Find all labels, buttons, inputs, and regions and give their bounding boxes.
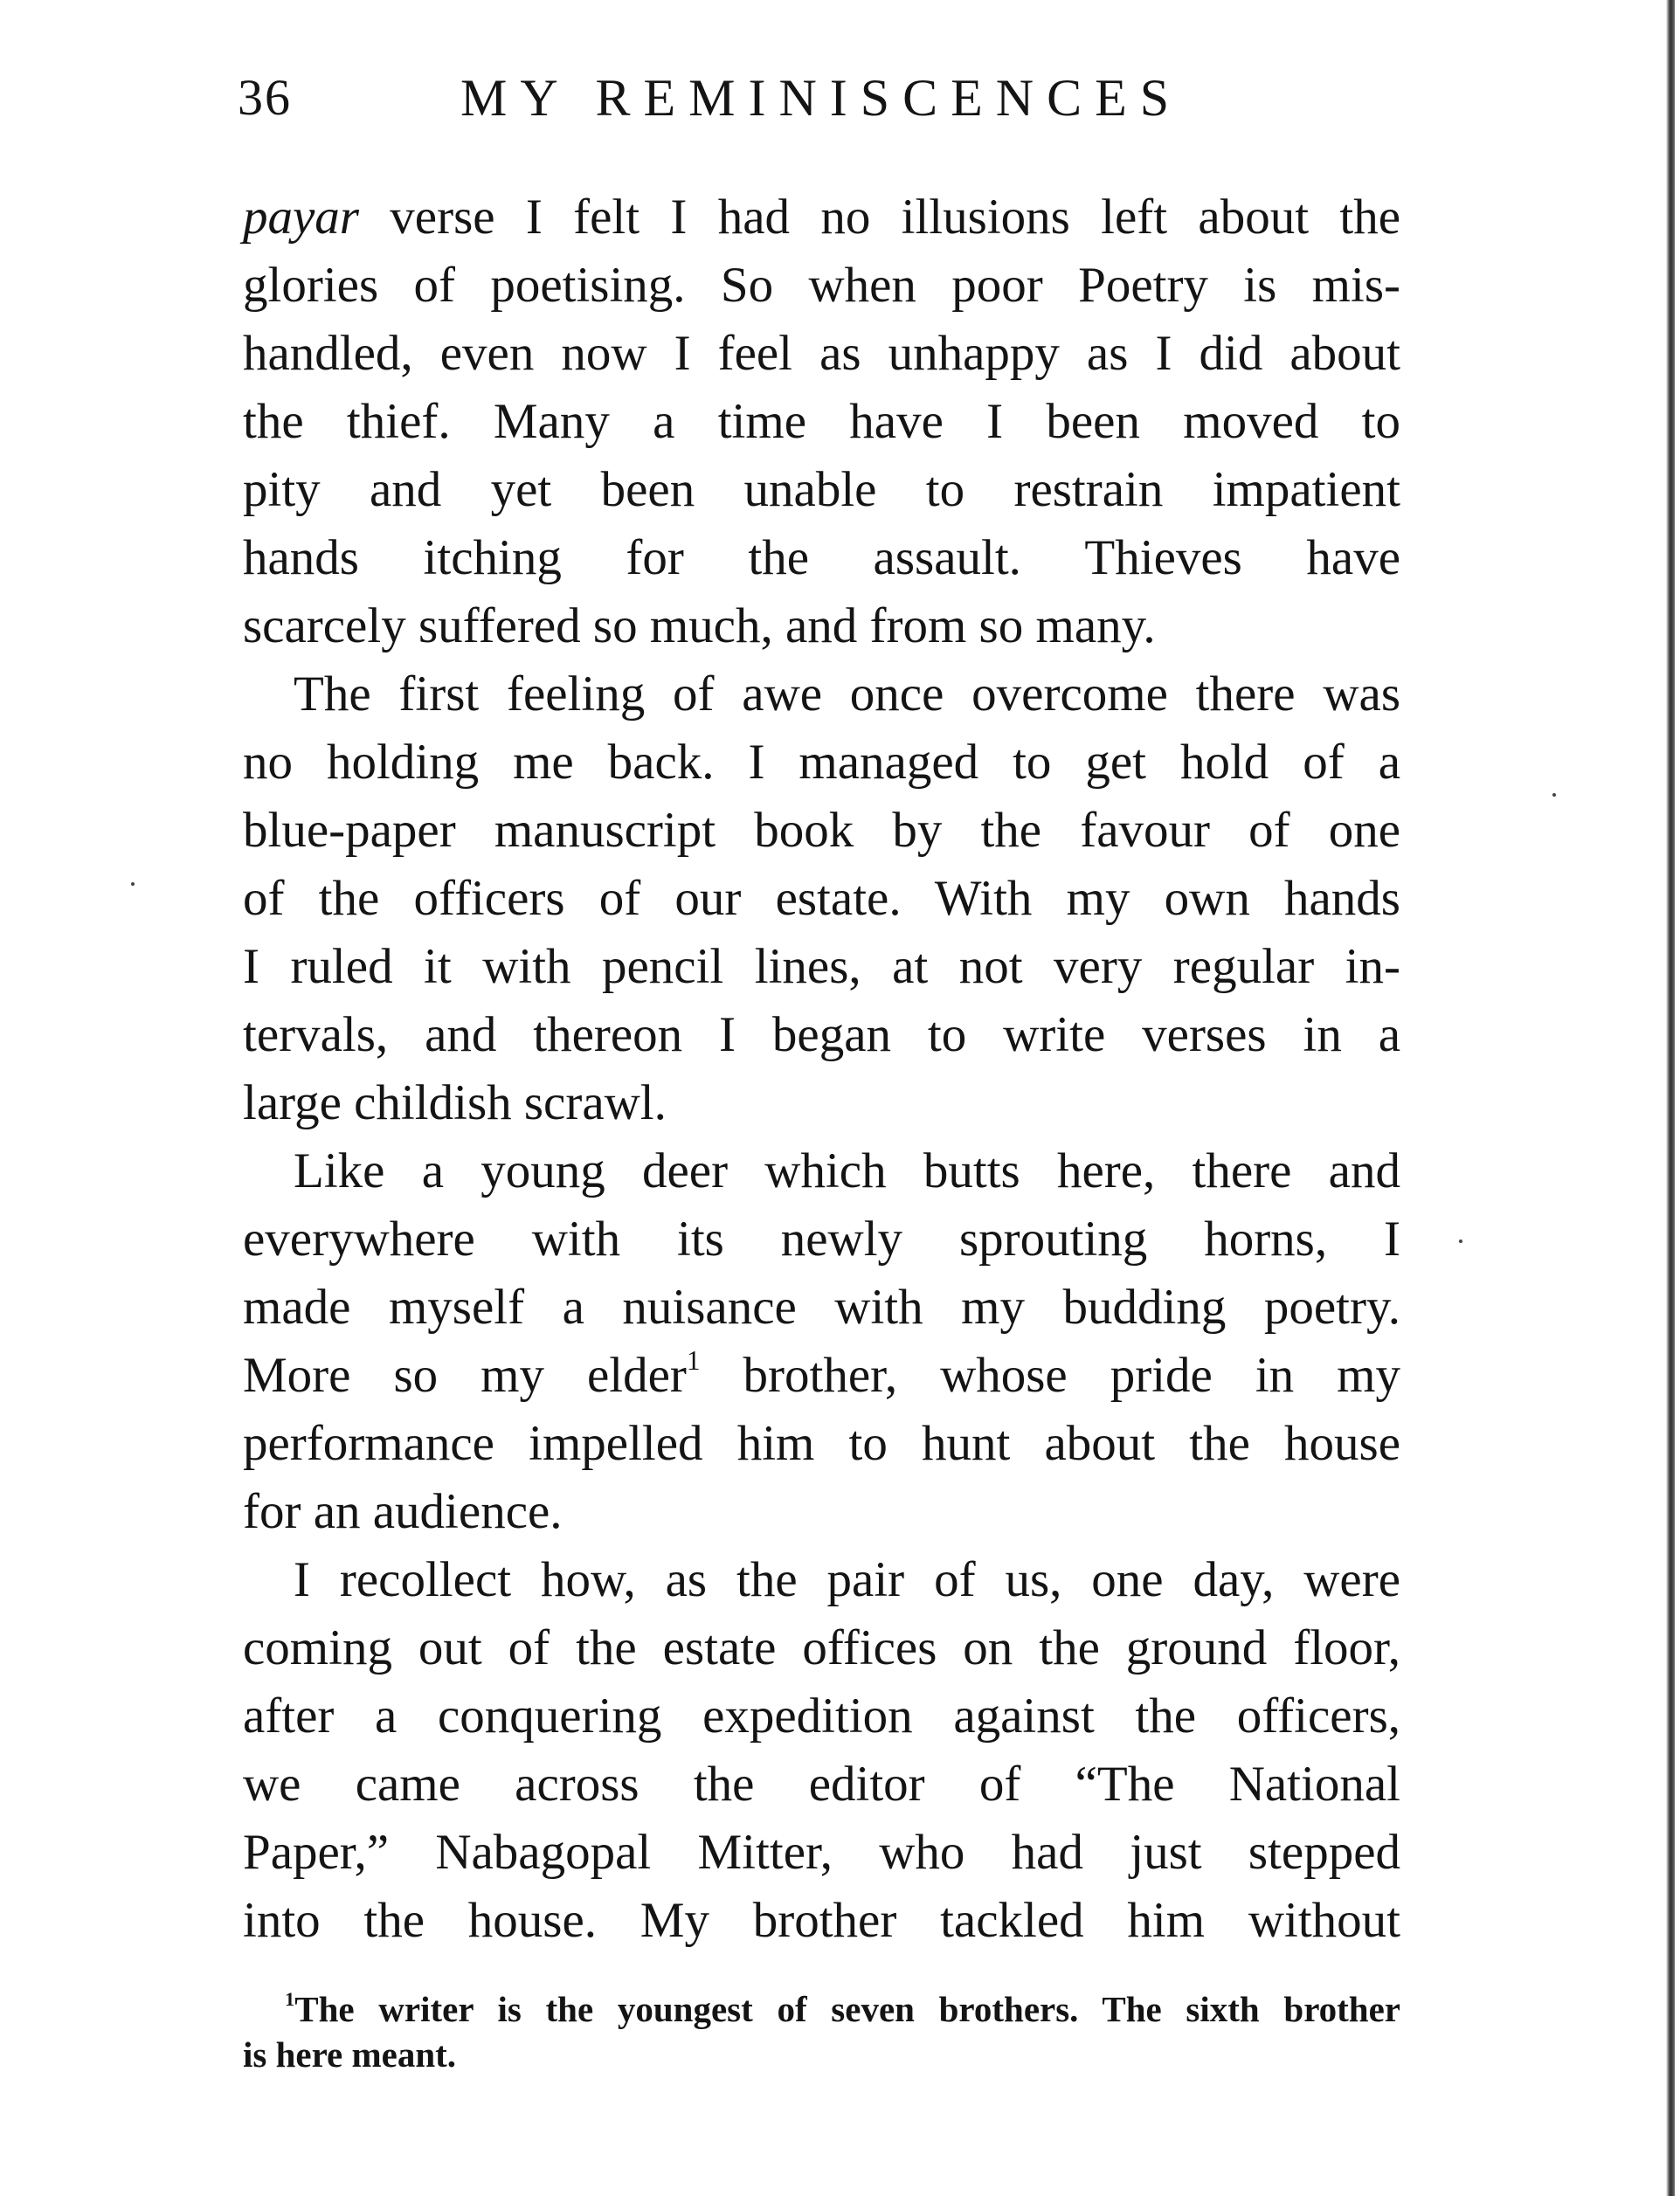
- page-number: 36: [238, 69, 292, 126]
- text-line: of the officers of our estate. With my own hands: [243, 871, 1400, 926]
- text-line: [243, 183, 1400, 252]
- dust-speck: [1552, 793, 1556, 797]
- dust-speck: [1459, 1240, 1462, 1243]
- text-fragment: More so my elder: [243, 1348, 687, 1403]
- footnote-reference: 1: [686, 1344, 701, 1376]
- footnote-line: [243, 1986, 1400, 2032]
- text-line: the thief. Many a time have I been moved to: [243, 394, 1400, 449]
- text-line: for an audience.: [243, 1484, 563, 1539]
- text-line: blue-paper manuscript book by the favour of one: [243, 803, 1400, 858]
- text-line: coming out of the estate offices on the ground floor,: [243, 1620, 1400, 1675]
- footnote-text: The writer is the youngest of seven brothers. The sixth brother: [294, 1989, 1400, 2029]
- running-title: MY REMINISCENCES: [460, 69, 1183, 127]
- page-header: [238, 68, 1408, 147]
- footnote-line: is here meant.: [243, 2034, 457, 2075]
- text-line: no holding me back. I managed to get hold of a: [243, 735, 1400, 790]
- text-line: into the house. My brother tackled him without: [243, 1893, 1400, 1948]
- paragraph-3: [243, 1137, 1400, 1546]
- text-line: tervals, and thereon I began to write verses in a: [243, 1007, 1400, 1062]
- text-line: handled, even now I feel as unhappy as I did about: [243, 326, 1400, 381]
- text-line: I recollect how, as the pair of us, one day, were: [294, 1552, 1400, 1607]
- footnote: [243, 1986, 1400, 2077]
- text-line: after a conquering expedition against the officers,: [243, 1688, 1400, 1744]
- text-line: everywhere with its newly sprouting horns, I: [243, 1212, 1400, 1267]
- text-fragment: brother, whose pride in my: [700, 1348, 1400, 1403]
- text-line: performance impelled him to hunt about the house: [243, 1416, 1400, 1471]
- text-line: The first feeling of awe once overcome there was: [294, 666, 1400, 722]
- text-line: we came across the editor of “The National: [243, 1757, 1400, 1812]
- paragraph-4: [243, 1546, 1400, 1955]
- body-text: [243, 183, 1400, 1955]
- scan-edge-shadow: [1666, 0, 1675, 2196]
- dust-speck: [131, 882, 135, 886]
- text-line: hands itching for the assault. Thieves have: [243, 530, 1400, 585]
- text-line: scarcely suffered so much, and from so many.: [243, 598, 1156, 653]
- footnote-marker: 1: [285, 1987, 295, 2010]
- text-line: Paper,” Nabagopal Mitter, who had just stepped: [243, 1825, 1400, 1880]
- text-line: large childish scrawl.: [243, 1075, 667, 1130]
- text-line: [243, 1342, 1400, 1410]
- text-line: glories of poetising. So when poor Poetry is mis-: [243, 258, 1400, 313]
- paragraph-1: [243, 183, 1400, 660]
- italic-word: payar: [243, 190, 359, 245]
- text-line: pity and yet been unable to restrain impatient: [243, 462, 1400, 517]
- paragraph-2: [243, 660, 1400, 1137]
- text-line: Like a young deer which butts here, there and: [294, 1143, 1400, 1198]
- text-line: made myself a nuisance with my budding poetry.: [243, 1280, 1400, 1335]
- text-fragment: verse I felt I had no illusions left about the: [358, 190, 1400, 245]
- text-line: I ruled it with pencil lines, at not very regular in-: [243, 939, 1400, 994]
